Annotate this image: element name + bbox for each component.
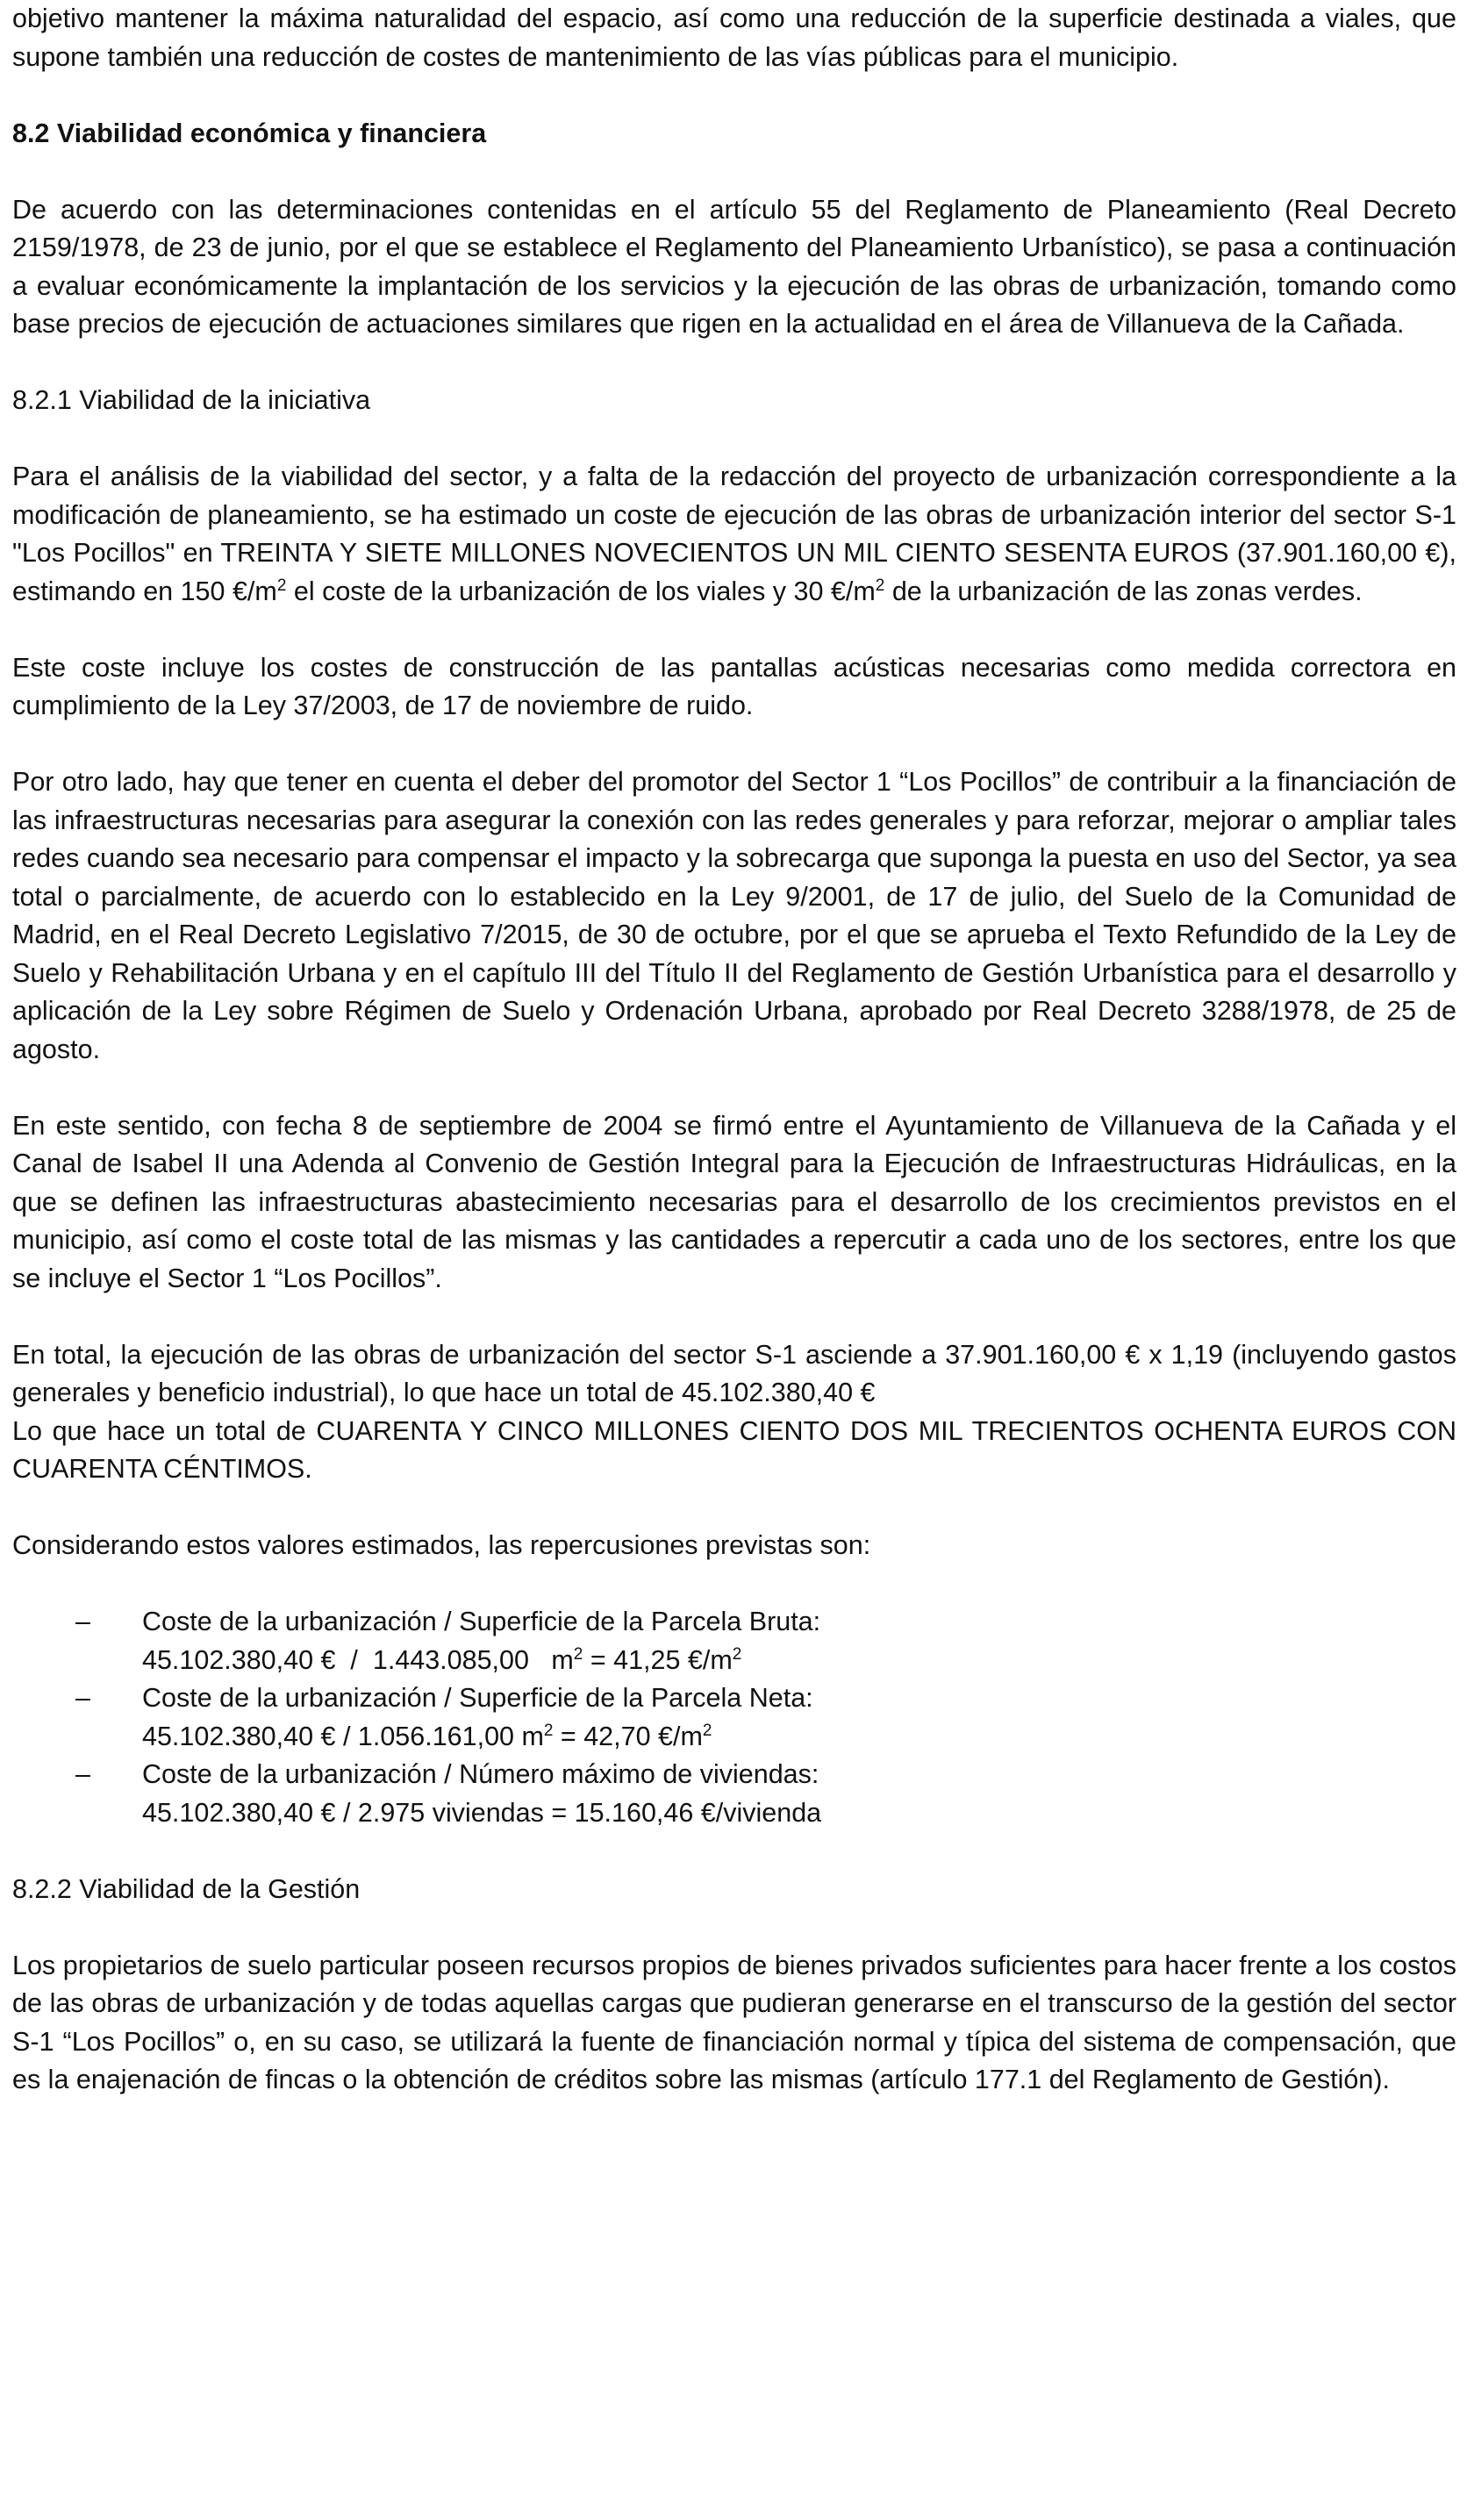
paragraph-repercusiones: Considerando estos valores estimados, las repercusiones previstas son: <box>12 1530 871 1560</box>
list-item-label: Coste de la urbanización / Número máximo de viviendas: <box>142 1759 819 1789</box>
list-item <box>12 1756 1456 1832</box>
paragraph-total-ejecucion: En total, la ejecución de las obras de urbanización del sector S-1 asciende a 37.901.160,00 € x 1,19 (incluyendo gastos generales y beneficio industrial), lo que hace un total de 45.102.380,40 € <box>12 1339 1456 1407</box>
repercusiones-list <box>12 1603 1456 1832</box>
list-item <box>12 1679 1456 1756</box>
paragraph-iniciativa-coste <box>12 458 1456 611</box>
dash-bullet: – <box>75 1683 90 1713</box>
superscript: 2 <box>732 1644 742 1664</box>
superscript: 2 <box>276 576 287 595</box>
list-item-label: Coste de la urbanización / Superficie de la Parcela Bruta: <box>142 1607 821 1636</box>
list-item-label: Coste de la urbanización / Superficie de la Parcela Neta: <box>142 1683 813 1713</box>
text-segment: el coste de la urbanización de los viales y 30 €/m <box>286 576 876 606</box>
text-segment: de la urbanización de las zonas verdes. <box>884 576 1363 606</box>
intro-paragraph: objetivo mantener la máxima naturalidad del espacio, así como una reducción de la superficie destinada a viales, que supone también una reducción de costes de mantenimiento de las vías públicas para el municipio. <box>12 4 1456 72</box>
list-item <box>12 1603 1456 1679</box>
paragraph-total-letras: Lo que hace un total de CUARENTA Y CINCO MILLONES CIENTO DOS MIL TRECIENTOS OCHENTA EUROS CON CUARENTA CÉNTIMOS. <box>12 1415 1456 1484</box>
superscript: 2 <box>543 1721 554 1740</box>
heading-8-2: 8.2 Viabilidad económica y financiera <box>12 118 487 148</box>
superscript: 2 <box>875 576 885 595</box>
text-segment: Para el análisis de la viabilidad del sector, y a falta de la redacción del proyecto de urbanización correspondiente a la modificación de planeamiento, se ha estimado un coste de ejecución de las obras de urbanización interior del sector S-1 "Los Pocillos" en TREINTA Y SIETE MILLONES NOVECIENTOS UN MIL CIENTO SESENTA EUROS (37.901.160,00 €), estimando en 150 €/m <box>12 462 1456 606</box>
list-item-calculation: 45.102.380,40 € / 1.443.085,00 $m^2 = 41,25$ $€/m^2$ <box>142 1644 742 1675</box>
superscript: 2 <box>702 1721 712 1740</box>
list-item-calculation: 45.102.380,40 € / 2.975 viviendas = 15.160,46 €/vivienda <box>142 1797 822 1828</box>
document-page <box>12 0 1456 2100</box>
dash-bullet: – <box>75 1759 90 1789</box>
paragraph-financiacion-infraestructuras: Por otro lado, hay que tener en cuenta el deber del promotor del Sector 1 “Los Pocillos” de contribuir a la financiación de las infraestructuras necesarias para asegurar la conexión con las redes generales y para reforzar, mejorar o ampliar tales redes cuando sea necesario para compensar el impacto y la sobrecarga que suponga la puesta en uso del Sector, ya sea total o parcialmente, de acuerdo con lo establecido en la Ley 9/2001, de 17 de julio, del Suelo de la Comunidad de Madrid, en el Real Decreto Legislativo 7/2015, de 30 de octubre, por el que se aprueba el Texto Refundido de la Ley de Suelo y Rehabilitación Urbana y en el capítulo III del Título II del Reglamento de Gestión Urbanística para el desarrollo y aplicación de la Ley sobre Régimen de Suelo y Ordenación Urbana, aprobado por Real Decreto 3288/1978, de 25 de agosto. <box>12 767 1456 1064</box>
paragraph-8-2: De acuerdo con las determinaciones contenidas en el artículo 55 del Reglamento de Planeamiento (Real Decreto 2159/1978, de 23 de junio, por el que se establece el Reglamento del Planeamiento Urbanístico), se pasa a continuación a evaluar económicamente la implantación de los servicios y la ejecución de las obras de urbanización, tomando como base precios de ejecución de actuaciones similares que rigen en la actualidad en el área de Villanueva de la Cañada. <box>12 194 1456 339</box>
heading-8-2-2: 8.2.2 Viabilidad de la Gestión <box>12 1873 361 1904</box>
dash-bullet: – <box>75 1607 90 1636</box>
superscript: 2 <box>573 1644 583 1664</box>
paragraph-gestion: Los propietarios de suelo particular poseen recursos propios de bienes privados suficientes para hacer frente a los costos de las obras de urbanización y de todas aquellas cargas que pudieran generarse en el transcurso de la gestión del sector S-1 “Los Pocillos” o, en su caso, se utilizará la fuente de financiación normal y típica del sistema de compensación, que es la enajenación de fincas o la obtención de créditos sobre las mismas (artículo 177.1 del Reglamento de Gestión). <box>12 1950 1456 2094</box>
list-item-calculation: 45.102.380,40 € / 1.056.161,00 $m^2 = 42,70$ $€/m^2$ <box>142 1721 712 1751</box>
heading-8-2-1: 8.2.1 Viabilidad de la iniciativa <box>12 385 371 415</box>
paragraph-pantallas-acusticas: Este coste incluye los costes de construcción de las pantallas acústicas necesarias como medida correctora en cumplimiento de la Ley 37/2003, de 17 de noviembre de ruido. <box>12 652 1456 720</box>
paragraph-adenda-convenio: En este sentido, con fecha 8 de septiembre de 2004 se firmó entre el Ayuntamiento de Villanueva de la Cañada y el Canal de Isabel II una Adenda al Convenio de Gestión Integral para la Ejecución de Infraestructuras Hidráulicas, en la que se definen las infraestructuras abastecimiento necesarias para el desarrollo de los crecimientos previstos en el municipio, así como el coste total de las mismas y las cantidades a repercutir a cada uno de los sectores, entre los que se incluye el Sector 1 “Los Pocillos”. <box>12 1110 1456 1293</box>
